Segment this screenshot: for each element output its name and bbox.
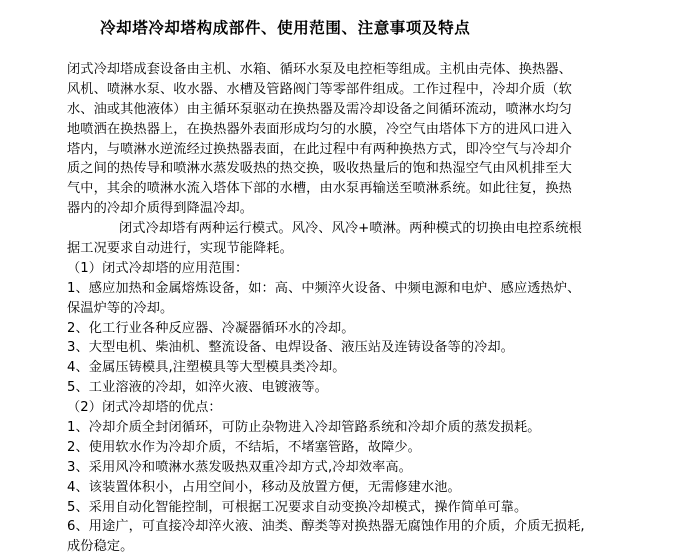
paragraph-line: 质之间的热传导和喷淋水蒸发吸热的热交换，吸收热量后的饱和热湿空气由风机排至大 [67, 161, 572, 177]
list-item: 3、大型电机、柴油机、整流设备、电焊设备、液压站及连铸设备等的冷却。 [67, 340, 514, 356]
list-item: 2、化工行业各种反应器、冷凝器循环水的冷却。 [67, 320, 355, 336]
section-heading-applications: （1）闭式冷却塔的应用范围： [67, 260, 249, 276]
list-item: 6、用途广，可直接冷却淬火液、油类、醇类等对换热器无腐蚀作用的介质，介质无损耗, [67, 519, 585, 535]
list-item: 4、金属压铸模具,注塑模具等大型模具类冷却。 [67, 360, 346, 376]
list-item: 5、工业溶液的冷却，如淬火液、电镀液等。 [67, 380, 328, 396]
paragraph-line: 水、油或其他液体）由主循环泵驱动在换热器及需冷却设备之间循环流动，喷淋水均匀 [67, 101, 572, 117]
list-item: 1、感应加热和金属熔炼设备，如：高、中频淬火设备、中频电源和电炉、感应透热炉、 [67, 280, 581, 296]
paragraph-line: 闭式冷却塔成套设备由主机、水箱、循环水泵及电控柜等组成。主机由壳体、换热器、 [67, 62, 572, 77]
list-item: 5、采用自动化智能控制，可根据工况要求自动变换冷却模式，操作简单可靠。 [67, 499, 528, 515]
paragraph-line: 风机、喷淋水泵、收水器、水槽及管路阀门等零部件组成。工作过程中，冷却介质（软 [67, 81, 572, 97]
list-item: 2、使用软水作为冷却介质，不结垢，不堵塞管路，故障少。 [67, 439, 421, 455]
list-item-continuation: 保温炉等的冷却。 [67, 300, 174, 316]
list-item: 4、该装置体积小，占用空间小，移动及放置方便，无需修建水池。 [67, 479, 461, 495]
document-body [67, 60, 627, 557]
document-title: 冷却塔冷却塔构成部件、使用范围、注意事项及特点 [100, 19, 471, 37]
list-item-continuation: 成份稳定。 [67, 539, 134, 555]
paragraph-line: 气中，其余的喷淋水流入塔体下部的水槽，由水泵再输送至喷淋系统。如此往复，换热 [67, 181, 572, 197]
paragraph-line: 据工况要求自动进行，实现节能降耗。 [67, 241, 293, 257]
list-item: 3、采用风冷和喷淋水蒸发吸热双重冷却方式,冷却效率高。 [67, 459, 412, 475]
paragraph-line: 塔内，与喷淋水逆流经过换热器表面，在此过程中有两种换热方式，即冷空气与冷却介 [67, 141, 572, 157]
paragraph-line: 器内的冷却介质得到降温冷却。 [67, 201, 254, 217]
section-heading-advantages: （2）闭式冷却塔的优点： [67, 400, 222, 416]
list-item: 1、冷却介质全封闭循环，可防止杂物进入冷却管路系统和冷却介质的蒸发损耗。 [67, 420, 541, 436]
paragraph-line: 闭式冷却塔有两种运行模式。风冷、风冷+喷淋。两种模式的切换由电控系统根 [119, 221, 582, 237]
paragraph-line: 地喷洒在换热器上，在换热器外表面形成均匀的水膜，冷空气由塔体下方的进风口进入 [67, 121, 572, 137]
